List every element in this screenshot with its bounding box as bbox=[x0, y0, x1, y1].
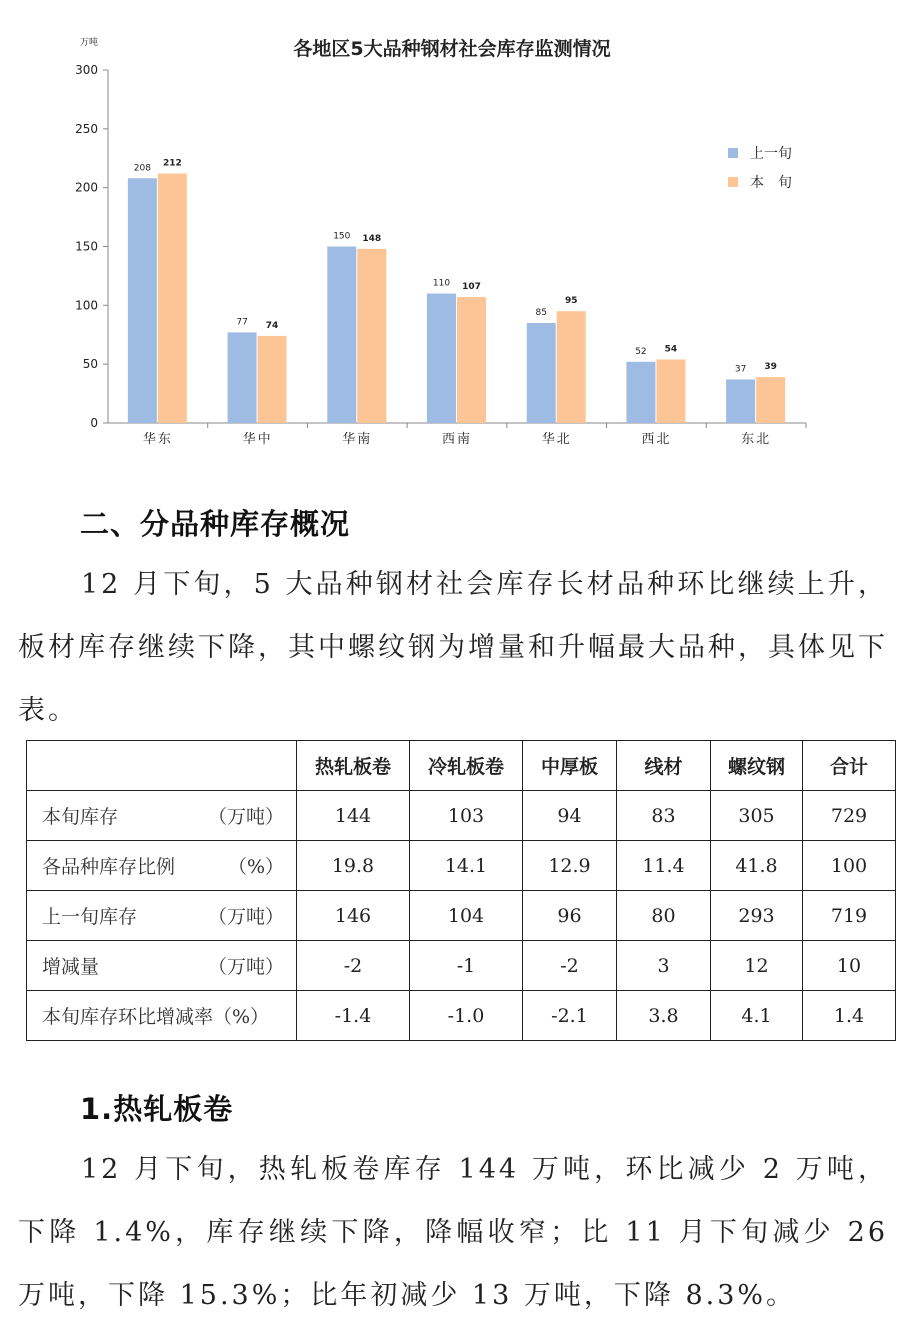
row-label-text: 增减量 bbox=[42, 956, 100, 978]
section-heading-varieties: 二、分品种库存概况 bbox=[80, 507, 351, 541]
table-row-label bbox=[27, 991, 297, 1041]
y-tick-label: 50 bbox=[82, 357, 98, 372]
row-label-text: 各品种库存比例 bbox=[42, 856, 176, 878]
x-tick-label: 华北 bbox=[541, 432, 572, 447]
table-cell: 729 bbox=[803, 791, 896, 841]
table-cell: 10 bbox=[803, 941, 896, 991]
table-row bbox=[27, 841, 896, 891]
table-cell: 11.4 bbox=[617, 841, 711, 891]
table-header-cell: 中厚板 bbox=[523, 741, 617, 791]
table-cell: 3.8 bbox=[617, 991, 711, 1041]
table-row-label bbox=[27, 941, 297, 991]
x-tick-label: 西南 bbox=[441, 432, 473, 447]
table-row bbox=[27, 941, 896, 991]
table-cell: -2 bbox=[297, 941, 410, 991]
table-cell: 305 bbox=[711, 791, 803, 841]
bar-curr-西南 bbox=[457, 297, 486, 423]
x-tick-label: 华中 bbox=[242, 432, 273, 447]
table-cell: 3 bbox=[617, 941, 711, 991]
y-tick-label: 150 bbox=[75, 239, 98, 254]
table-cell: 100 bbox=[803, 841, 896, 891]
table-cell: 104 bbox=[410, 891, 523, 941]
bar-curr-华中 bbox=[258, 336, 287, 423]
table-cell: 80 bbox=[617, 891, 711, 941]
data-label-curr-西北: 54 bbox=[664, 344, 678, 355]
table-row bbox=[27, 891, 896, 941]
table-cell: 83 bbox=[617, 791, 711, 841]
x-tick-label: 东北 bbox=[741, 432, 772, 447]
table-cell: -1 bbox=[410, 941, 523, 991]
y-tick-label: 0 bbox=[90, 416, 98, 430]
bar-curr-华东 bbox=[158, 174, 187, 423]
table-cell: 41.8 bbox=[711, 841, 803, 891]
legend-swatch-curr bbox=[728, 177, 738, 187]
bar-curr-东北 bbox=[756, 377, 785, 423]
bar-prev-西南 bbox=[427, 294, 456, 423]
chart-title: 各地区5大品种钢材社会库存监测情况 bbox=[293, 38, 611, 60]
table-row bbox=[27, 991, 896, 1041]
x-tick-label: 华东 bbox=[142, 432, 173, 447]
row-unit-text: （万吨） bbox=[207, 806, 284, 828]
table-row-label bbox=[27, 891, 297, 941]
section-heading-hot-rolled: 1.热轧板卷 bbox=[80, 1092, 234, 1126]
bar-curr-华南 bbox=[357, 249, 386, 423]
row-label-text: 上一旬库存 bbox=[42, 906, 138, 928]
row-unit-text: （%） bbox=[227, 856, 284, 878]
y-axis-unit: 万吨 bbox=[80, 38, 99, 48]
table-cell: 12.9 bbox=[523, 841, 617, 891]
table-cell: 293 bbox=[711, 891, 803, 941]
table-row-label bbox=[27, 841, 297, 891]
x-tick-label: 华南 bbox=[342, 432, 373, 447]
bar-prev-华南 bbox=[327, 247, 356, 424]
y-tick-label: 300 bbox=[75, 63, 98, 77]
data-label-prev-华南: 150 bbox=[333, 231, 351, 242]
table-cell: 103 bbox=[410, 791, 523, 841]
bar-curr-西北 bbox=[656, 359, 685, 423]
table-cell: -1.0 bbox=[410, 991, 523, 1041]
table-header-row bbox=[27, 741, 896, 791]
chart-legend bbox=[728, 146, 792, 191]
table-cell: 19.8 bbox=[297, 841, 410, 891]
table-cell: 4.1 bbox=[711, 991, 803, 1041]
variety-inventory-table bbox=[26, 740, 896, 1041]
table-row bbox=[27, 791, 896, 841]
y-tick-label: 250 bbox=[75, 121, 98, 136]
data-label-curr-西南: 107 bbox=[462, 282, 481, 293]
table-row-label bbox=[27, 791, 297, 841]
legend-swatch-prev bbox=[728, 148, 738, 158]
table-cell: 94 bbox=[523, 791, 617, 841]
table-cell: 96 bbox=[523, 891, 617, 941]
data-label-prev-西南: 110 bbox=[432, 278, 451, 289]
table-cell: 144 bbox=[297, 791, 410, 841]
data-label-prev-东北: 37 bbox=[734, 364, 747, 375]
data-label-curr-华北: 95 bbox=[564, 296, 578, 307]
y-tick-label: 100 bbox=[75, 298, 98, 313]
table-header-cell: 合计 bbox=[803, 741, 896, 791]
data-label-prev-华东: 208 bbox=[133, 163, 151, 174]
row-unit-text: （万吨） bbox=[207, 906, 284, 928]
table-cell: -1.4 bbox=[297, 991, 410, 1041]
table-cell: -2 bbox=[523, 941, 617, 991]
table-header-cell: 冷轧板卷 bbox=[410, 741, 523, 791]
row-label-text: 本旬库存 bbox=[42, 806, 119, 828]
section-paragraph-varieties: 12 月下旬，5 大品种钢材社会库存长材品种环比继续上升，板材库存继续下降，其中螺纹钢为增量和升幅最大品种，具体见下表。 bbox=[18, 569, 888, 726]
table-header-cell: 热轧板卷 bbox=[297, 741, 410, 791]
table-cell: 719 bbox=[803, 891, 896, 941]
bar-curr-华北 bbox=[557, 311, 586, 423]
table-cell: 12 bbox=[711, 941, 803, 991]
regional-inventory-chart bbox=[0, 0, 904, 470]
section-paragraph-hot-rolled: 12 月下旬，热轧板卷库存 144 万吨，环比减少 2 万吨，下降 1.4%，库存继续下降，降幅收窄；比 11 月下旬减少 26 万吨，下降 15.3%；比年初减少 13 万吨，下降 8.3%。 bbox=[18, 1154, 888, 1311]
legend-label-curr: 本 旬 bbox=[750, 175, 792, 191]
row-unit-text: （万吨） bbox=[207, 956, 284, 978]
table-header-cell: 螺纹钢 bbox=[711, 741, 803, 791]
table-header-cell: 线材 bbox=[617, 741, 711, 791]
data-label-curr-华东: 212 bbox=[162, 158, 182, 169]
y-tick-label: 200 bbox=[75, 180, 98, 195]
table-cell: -2.1 bbox=[523, 991, 617, 1041]
data-label-prev-华北: 85 bbox=[535, 307, 547, 318]
table-cell: 1.4 bbox=[803, 991, 896, 1041]
bar-prev-华东 bbox=[128, 178, 157, 423]
bar-prev-西北 bbox=[626, 362, 655, 423]
legend-label-prev: 上一旬 bbox=[750, 146, 792, 162]
bar-prev-华中 bbox=[228, 332, 257, 423]
data-label-prev-西北: 52 bbox=[635, 346, 647, 357]
table-cell: 14.1 bbox=[410, 841, 523, 891]
bar-prev-东北 bbox=[726, 379, 755, 423]
data-label-curr-东北: 39 bbox=[764, 362, 777, 373]
x-tick-label: 西北 bbox=[641, 432, 672, 447]
bar-prev-华北 bbox=[527, 323, 556, 423]
row-label-text: 本旬库存环比增减率（%） bbox=[42, 1006, 270, 1028]
data-label-curr-华中: 74 bbox=[265, 320, 279, 331]
table-cell: 146 bbox=[297, 891, 410, 941]
data-label-prev-华中: 77 bbox=[236, 317, 248, 328]
table-header-cell bbox=[27, 741, 297, 791]
data-label-curr-华南: 148 bbox=[362, 233, 382, 244]
